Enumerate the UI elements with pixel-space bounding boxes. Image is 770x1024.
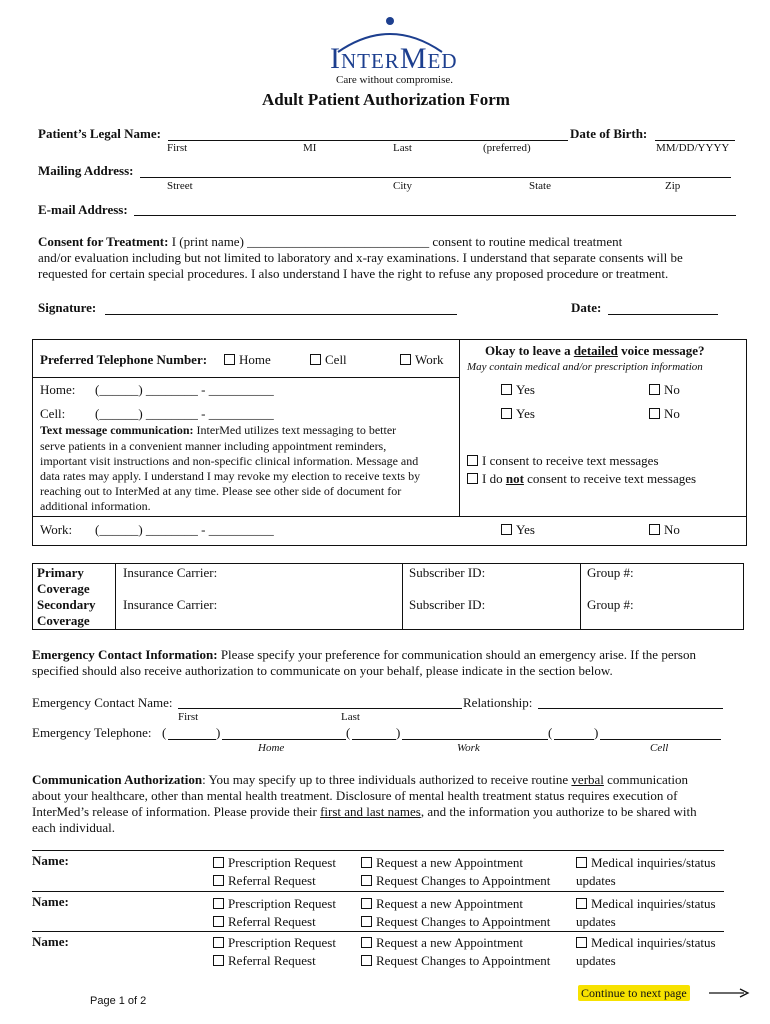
em-tel-work-area[interactable] — [352, 739, 396, 740]
secondary-coverage-2: Coverage — [37, 613, 90, 628]
comm-t1u: verbal — [571, 772, 604, 787]
date-field[interactable] — [608, 314, 718, 315]
noconsent-u: not — [505, 471, 524, 486]
phone-col-divider — [459, 339, 460, 517]
hint-em-last: Last — [341, 711, 360, 723]
text-msg-line-6: additional information. — [40, 499, 151, 513]
checkbox[interactable] — [400, 354, 411, 365]
emergency-name-field[interactable] — [178, 708, 462, 709]
checkbox[interactable] — [501, 524, 512, 535]
checkbox[interactable] — [213, 937, 224, 948]
primary-coverage-2: Coverage — [37, 581, 90, 596]
logo-wordmark: InterMed — [330, 42, 458, 75]
text-noconsent-option[interactable] — [467, 471, 696, 487]
comm-line-1 — [32, 772, 688, 788]
hint-street: Street — [167, 180, 193, 192]
em-tel-home-area[interactable] — [168, 739, 216, 740]
hint-preferred: (preferred) — [483, 142, 531, 154]
auth2-med-2: updates — [576, 914, 616, 929]
hint-zip: Zip — [665, 180, 681, 192]
text-msg-label: Text message communication: — [40, 423, 194, 437]
hint-em-home: Home — [258, 742, 285, 754]
legal-name-label: Patient’s Legal Name: — [38, 126, 161, 141]
med-label: Medical inquiries/status — [591, 935, 716, 950]
consent-text-3: requested for certain special procedures. I also understand I have the right to refuse any proposed procedure or treatment. — [38, 266, 669, 281]
text-consent-label: I consent to receive text messages — [482, 453, 659, 468]
comm-line-2: about your healthcare, other than mental health treatment. Disclosure of mental health treatment status requires execution of — [32, 788, 678, 803]
auth-name-label-3: Name: — [32, 934, 69, 949]
em-tel-cell-area[interactable] — [554, 739, 594, 740]
checkbox[interactable] — [361, 955, 372, 966]
mailing-field[interactable] — [140, 177, 731, 178]
ref-label: Referral Request — [228, 914, 316, 929]
auth2-appt[interactable] — [361, 896, 523, 912]
hint-last: Last — [393, 142, 412, 154]
no-label: No — [664, 406, 680, 421]
chg-label: Request Changes to Appointment — [376, 914, 551, 929]
vm-q-post: voice message? — [617, 343, 705, 358]
page-title: Adult Patient Authorization Form — [262, 90, 510, 109]
coverage-col-2 — [402, 563, 403, 630]
auth3-med-2: updates — [576, 953, 616, 968]
date-label: Date: — [571, 300, 602, 315]
emergency-tel-label: Emergency Telephone: — [32, 725, 152, 740]
checkbox[interactable] — [213, 916, 224, 927]
ref-label: Referral Request — [228, 953, 316, 968]
comm-t3u: first and last names — [320, 804, 421, 819]
continue-next-page[interactable] — [578, 985, 690, 1001]
hint-city: City — [393, 180, 412, 192]
em-tel-work-field[interactable] — [402, 739, 548, 740]
consent-label: Consent for Treatment: — [38, 234, 169, 249]
chg-label: Request Changes to Appointment — [376, 953, 551, 968]
em-tel-work-close: ) — [396, 725, 401, 740]
consent-text-2: and/or evaluation including but not limited to laboratory and x-ray examinations. I understand that separate consents will be — [38, 250, 683, 265]
yes-label: Yes — [516, 522, 535, 537]
auth3-med[interactable] — [576, 935, 716, 951]
opt-work-label: Work — [415, 352, 444, 367]
page-number: Page 1 of 2 — [90, 995, 147, 1007]
auth1-chg[interactable] — [361, 873, 550, 889]
med-label: Medical inquiries/status — [591, 855, 716, 870]
relationship-label: Relationship: — [463, 695, 533, 710]
legal-name-field[interactable] — [168, 140, 568, 141]
home-no[interactable] — [649, 382, 680, 398]
text-msg-line-1 — [40, 423, 396, 438]
text-consent-option[interactable] — [467, 453, 659, 469]
comm-t1b: communication — [603, 772, 689, 787]
mailing-label: Mailing Address: — [38, 163, 134, 178]
emergency-label: Emergency Contact Information: — [32, 647, 218, 662]
signature-label: Signature: — [38, 300, 97, 315]
auth1-rx[interactable] — [213, 855, 336, 871]
text-msg-line-4: data rates may apply. I understand I may revoke my election to receive texts by — [40, 469, 421, 483]
noconsent-pre: I do — [482, 471, 506, 486]
checkbox[interactable] — [649, 384, 660, 395]
auth-name-label-2: Name: — [32, 894, 69, 909]
cell-no[interactable] — [649, 406, 680, 422]
em-tel-cell-field[interactable] — [600, 739, 721, 740]
comm-line-4: each individual. — [32, 820, 116, 835]
rx-label: Prescription Request — [228, 935, 336, 950]
primary-group-label[interactable]: Group #: — [587, 565, 634, 580]
emergency-name-label: Emergency Contact Name: — [32, 695, 173, 710]
hint-em-work: Work — [457, 742, 480, 754]
comm-row-top — [32, 850, 724, 851]
checkbox[interactable] — [213, 898, 224, 909]
preferred-phone-label: Preferred Telephone Number: — [40, 352, 208, 367]
auth1-appt[interactable] — [361, 855, 523, 871]
no-label: No — [664, 522, 680, 537]
auth2-med[interactable] — [576, 896, 716, 912]
opt-home-label: Home — [239, 352, 271, 367]
text-msg-body-1: InterMed utilizes text messaging to better — [193, 423, 397, 437]
em-tel-cell-close: ) — [594, 725, 599, 740]
checkbox[interactable] — [213, 955, 224, 966]
auth3-chg[interactable] — [361, 953, 550, 969]
hint-state: State — [529, 180, 551, 192]
yes-label: Yes — [516, 382, 535, 397]
auth3-ref[interactable] — [213, 953, 316, 969]
checkbox[interactable] — [310, 354, 321, 365]
yes-label: Yes — [516, 406, 535, 421]
em-tel-home-open: ( — [162, 725, 167, 740]
checkbox[interactable] — [224, 354, 235, 365]
signature-field[interactable] — [105, 314, 457, 315]
appt-label: Request a new Appointment — [376, 855, 523, 870]
noconsent-post: consent to receive text messages — [523, 471, 697, 486]
emergency-text-1: Please specify your preference for communication should an emergency arise. If the person — [217, 647, 696, 662]
opt-cell-label: Cell — [325, 352, 347, 367]
secondary-group-label[interactable]: Group #: — [587, 597, 634, 612]
hint-em-first: First — [178, 711, 199, 723]
relationship-field[interactable] — [538, 708, 723, 709]
checkbox[interactable] — [361, 937, 372, 948]
checkbox[interactable] — [213, 857, 224, 868]
primary-coverage-1: Primary — [37, 565, 84, 580]
chg-label: Request Changes to Appointment — [376, 873, 551, 888]
comm-t1a: : You may specify up to three individuals authorized to receive routine — [202, 772, 572, 787]
opt-work[interactable] — [400, 352, 444, 368]
opt-cell[interactable] — [310, 352, 347, 368]
emergency-intro-2: specified should also receive authorization to communicate on your behalf, please indicate in the section below. — [32, 663, 613, 678]
checkbox[interactable] — [361, 857, 372, 868]
email-label: E-mail Address: — [38, 202, 128, 217]
comm-t3a: InterMed’s release of information. Please provide their — [32, 804, 321, 819]
checkbox[interactable] — [361, 875, 372, 886]
auth1-ref[interactable] — [213, 873, 316, 889]
secondary-carrier-label[interactable]: Insurance Carrier: — [123, 597, 218, 612]
work-no[interactable] — [649, 522, 680, 538]
checkbox[interactable] — [501, 384, 512, 395]
vm-q-pre: Okay to leave a — [485, 343, 574, 358]
checkbox[interactable] — [467, 473, 478, 484]
em-tel-home-close: ) — [216, 725, 221, 740]
rx-label: Prescription Request — [228, 896, 336, 911]
auth-name-label-1: Name: — [32, 853, 69, 868]
auth2-ref[interactable] — [213, 914, 316, 930]
cell-phone-field[interactable]: (______) ________ - __________ — [95, 406, 274, 421]
cell-yes[interactable] — [501, 406, 535, 422]
hint-mi: MI — [303, 142, 317, 154]
voicemail-note: May contain medical and/or prescription information — [467, 361, 703, 373]
hint-em-cell: Cell — [650, 742, 669, 754]
work-label: Work: — [40, 522, 73, 537]
dob-label: Date of Birth: — [570, 126, 648, 141]
work-yes[interactable] — [501, 522, 535, 538]
text-msg-line-3: important visit instructions and non-specific clinical information. Message and — [40, 454, 419, 468]
dob-field[interactable] — [655, 140, 735, 141]
checkbox[interactable] — [361, 898, 372, 909]
logo-tagline: Care without compromise. — [336, 74, 454, 86]
no-label: No — [664, 382, 680, 397]
auth3-appt[interactable] — [361, 935, 523, 951]
opt-home[interactable] — [224, 352, 271, 368]
phone-header-divider — [32, 377, 459, 378]
home-yes[interactable] — [501, 382, 535, 398]
coverage-col-3 — [580, 563, 581, 630]
auth1-med-2: updates — [576, 873, 616, 888]
primary-carrier-label[interactable]: Insurance Carrier: — [123, 565, 218, 580]
auth2-chg[interactable] — [361, 914, 550, 930]
checkbox[interactable] — [361, 916, 372, 927]
checkbox[interactable] — [576, 898, 587, 909]
checkbox[interactable] — [649, 524, 660, 535]
ref-label: Referral Request — [228, 873, 316, 888]
checkbox[interactable] — [501, 408, 512, 419]
vm-q-u: detailed — [573, 343, 618, 358]
auth1-med[interactable] — [576, 855, 716, 871]
appt-label: Request a new Appointment — [376, 896, 523, 911]
primary-subscriber-label[interactable]: Subscriber ID: — [409, 565, 486, 580]
checkbox[interactable] — [213, 875, 224, 886]
checkbox[interactable] — [649, 408, 660, 419]
consent-line-1 — [38, 234, 622, 250]
appt-label: Request a new Appointment — [376, 935, 523, 950]
voicemail-question — [485, 343, 705, 359]
med-label: Medical inquiries/status — [591, 896, 716, 911]
comm-row-div-2 — [32, 931, 724, 932]
home-phone-field[interactable]: (______) ________ - __________ — [95, 382, 274, 397]
arrow-right-icon — [708, 987, 750, 999]
phone-work-divider — [32, 516, 747, 517]
text-msg-line-2: serve patients in a convenient manner including appointment reminders, — [40, 439, 387, 453]
em-tel-cell-open: ( — [548, 725, 553, 740]
hint-first: First — [167, 142, 188, 154]
comm-label: Communication Authorization — [32, 772, 203, 787]
continue-label: Continue to next page — [581, 986, 687, 1000]
comm-line-3 — [32, 804, 697, 820]
work-phone-field[interactable]: (______) ________ - __________ — [95, 522, 274, 537]
em-tel-home-field[interactable] — [222, 739, 346, 740]
checkbox[interactable] — [467, 455, 478, 466]
text-msg-line-5: reaching out to InterMed at any time. Please see other side of document for — [40, 484, 402, 498]
consent-text-1: I (print name) ____________________________ consent to routine medical treatment — [171, 234, 623, 249]
home-label: Home: — [40, 382, 76, 397]
email-field[interactable] — [134, 215, 736, 216]
em-tel-work-open: ( — [346, 725, 351, 740]
auth3-rx[interactable] — [213, 935, 336, 951]
coverage-col-1 — [115, 563, 116, 630]
secondary-coverage-1: Secondary — [37, 597, 96, 612]
secondary-subscriber-label[interactable]: Subscriber ID: — [409, 597, 486, 612]
cell-label: Cell: — [40, 406, 66, 421]
comm-t3b: , and the information you authorize to be shared with — [420, 804, 697, 819]
checkbox[interactable] — [576, 937, 587, 948]
checkbox[interactable] — [576, 857, 587, 868]
comm-row-div-1 — [32, 891, 724, 892]
auth2-rx[interactable] — [213, 896, 336, 912]
hint-dob-format: MM/DD/YYYY — [656, 142, 730, 154]
rx-label: Prescription Request — [228, 855, 336, 870]
emergency-intro-1 — [32, 647, 696, 663]
